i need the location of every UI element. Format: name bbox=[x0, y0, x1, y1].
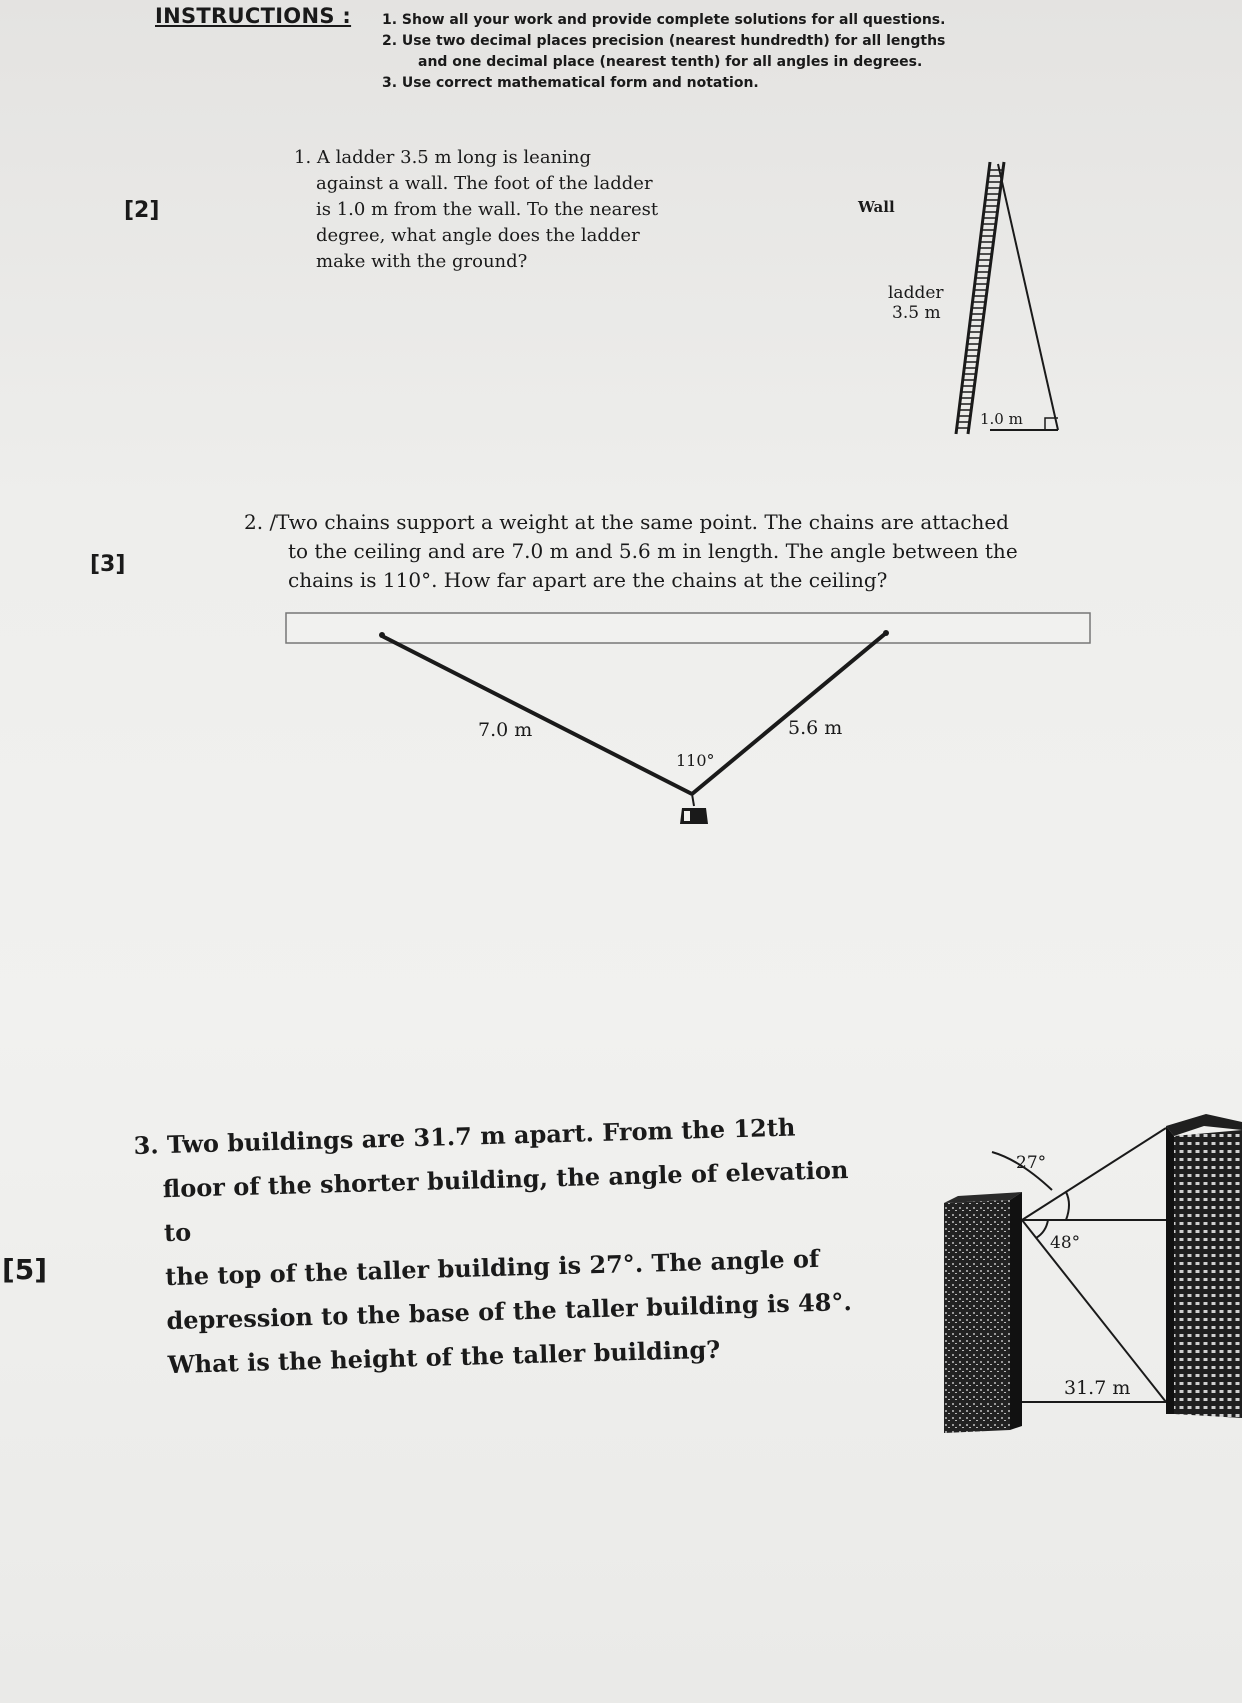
ladder-length-label: 3.5 m bbox=[892, 303, 941, 323]
ladder-label: ladder bbox=[888, 283, 944, 303]
instruction-item: 3. Use correct mathematical form and notation. bbox=[382, 75, 759, 91]
tall-building bbox=[1174, 1130, 1242, 1418]
q2-text bbox=[244, 508, 1104, 595]
q1-line: is 1.0 m from the wall. To the nearest bbox=[316, 199, 659, 220]
q2-line: to the ceiling and are 7.0 m and 5.6 m in length. The angle between the bbox=[288, 539, 1018, 563]
q2-line: 2. /Two chains support a weight at the same point. The chains are attached bbox=[244, 510, 1009, 534]
left-chain-label: 7.0 m bbox=[478, 719, 533, 741]
q3-marks: [5] bbox=[2, 1253, 48, 1286]
q1-line: degree, what angle does the ladder bbox=[316, 225, 640, 246]
wall-hypotenuse-line bbox=[998, 164, 1058, 430]
q3-text bbox=[133, 1103, 880, 1388]
q3-line: What is the height of the taller building? bbox=[167, 1334, 721, 1380]
depression-line bbox=[1022, 1220, 1166, 1402]
instruction-item: 2. Use two decimal places precision (nearest hundredth) for all lengths bbox=[382, 33, 946, 49]
ceiling bbox=[286, 613, 1090, 643]
ladder-diagram bbox=[840, 150, 1080, 450]
q3-line: floor of the shorter building, the angle of elevation to bbox=[162, 1155, 849, 1248]
q1-line: against a wall. The foot of the ladder bbox=[316, 173, 653, 194]
wall-label: Wall bbox=[858, 198, 895, 216]
depression-angle-label: 48° bbox=[1050, 1233, 1081, 1253]
buildings-diagram bbox=[930, 1108, 1242, 1440]
distance-label: 31.7 m bbox=[1064, 1377, 1131, 1399]
q1-line: make with the ground? bbox=[316, 251, 528, 272]
q1-line: 1. A ladder 3.5 m long is leaning bbox=[294, 147, 592, 168]
right-chain-label: 5.6 m bbox=[788, 717, 843, 739]
q3-line: depression to the base of the taller building is 48°. bbox=[166, 1287, 853, 1336]
right-anchor bbox=[883, 630, 889, 636]
instruction-item: 1. Show all your work and provide complete solutions for all questions. bbox=[382, 12, 946, 28]
chains-diagram bbox=[280, 608, 1100, 838]
elevation-angle-label: 27° bbox=[1016, 1153, 1047, 1173]
right-chain bbox=[692, 633, 886, 794]
q3-line: the top of the taller building is 27°. The angle of bbox=[164, 1243, 820, 1292]
q3-line: 3. Two buildings are 31.7 m apart. From the 12th bbox=[133, 1112, 796, 1160]
short-building bbox=[944, 1200, 1010, 1433]
depression-arc bbox=[1036, 1220, 1048, 1238]
left-anchor bbox=[379, 632, 385, 638]
angle-label: 110° bbox=[676, 751, 715, 770]
instruction-item: and one decimal place (nearest tenth) for all angles in degrees. bbox=[418, 54, 923, 70]
left-chain bbox=[382, 636, 692, 794]
q1-marks: [2] bbox=[124, 198, 160, 223]
elevation-arc bbox=[1066, 1192, 1069, 1220]
base-label: 1.0 m bbox=[980, 410, 1023, 428]
instructions-label: INSTRUCTIONS : bbox=[155, 4, 352, 28]
q1-text bbox=[294, 145, 714, 275]
instructions-heading bbox=[155, 4, 351, 28]
hook bbox=[692, 794, 694, 806]
instructions-list bbox=[382, 10, 1062, 94]
elevation-line bbox=[1022, 1128, 1166, 1220]
q2-marks: [3] bbox=[90, 552, 126, 577]
ladder-rungs bbox=[957, 170, 1003, 428]
q2-line: chains is 110°. How far apart are the chains at the ceiling? bbox=[288, 568, 888, 592]
